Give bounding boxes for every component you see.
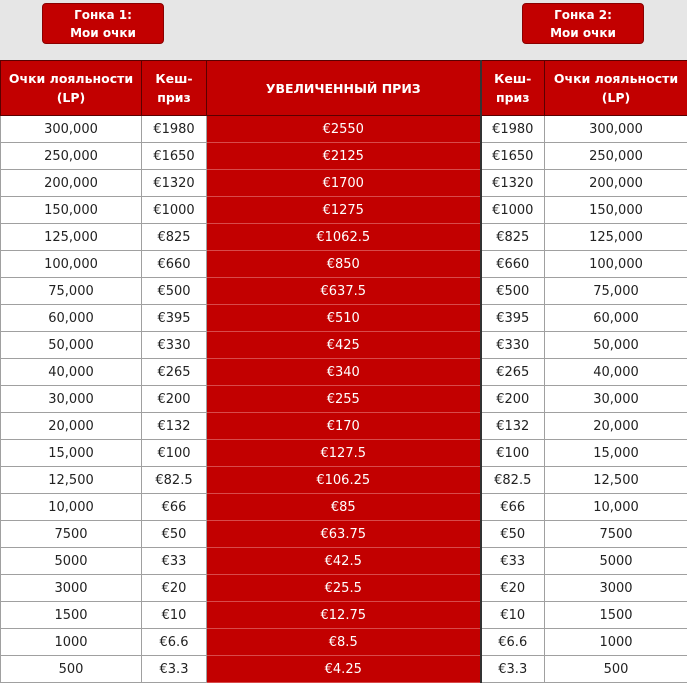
loyalty-points-right-cell: 150,000 <box>545 197 687 224</box>
loyalty-points-left-cell: 10,000 <box>1 494 142 521</box>
cash-prize-right-cell: €265 <box>481 359 545 386</box>
loyalty-points-left-cell: 30,000 <box>1 386 142 413</box>
table-row <box>1 548 687 575</box>
boosted-prize-cell: €1275 <box>207 197 481 224</box>
cash-prize-left-cell: €20 <box>142 575 207 602</box>
boosted-prize-cell: €425 <box>207 332 481 359</box>
loyalty-points-left-cell: 500 <box>1 656 142 683</box>
loyalty-points-left-cell: 12,500 <box>1 467 142 494</box>
table-row <box>1 575 687 602</box>
boosted-prize-cell: €340 <box>207 359 481 386</box>
cash-prize-left-cell: €200 <box>142 386 207 413</box>
cash-prize-right-cell: €6.6 <box>481 629 545 656</box>
race-2-button-line2: Мои очки <box>550 25 616 40</box>
race-1-button-line1: Гонка 1: <box>74 7 132 22</box>
cash-prize-right-cell: €825 <box>481 224 545 251</box>
loyalty-points-left-cell: 50,000 <box>1 332 142 359</box>
cash-prize-right-cell: €66 <box>481 494 545 521</box>
boosted-prize-cell: €637.5 <box>207 278 481 305</box>
cash-prize-left-cell: €1320 <box>142 170 207 197</box>
loyalty-points-right-cell: 125,000 <box>545 224 687 251</box>
cash-prize-right-cell: €50 <box>481 521 545 548</box>
cash-prize-left-cell: €265 <box>142 359 207 386</box>
loyalty-points-right-cell: 10,000 <box>545 494 687 521</box>
cash-prize-left-cell: €132 <box>142 413 207 440</box>
loyalty-points-left-cell: 1500 <box>1 602 142 629</box>
cash-prize-left-cell: €100 <box>142 440 207 467</box>
loyalty-points-right-cell: 3000 <box>545 575 687 602</box>
cash-prize-left-cell: €1000 <box>142 197 207 224</box>
table-row <box>1 413 687 440</box>
loyalty-points-left-cell: 7500 <box>1 521 142 548</box>
boosted-prize-cell: €2125 <box>207 143 481 170</box>
boosted-prize-cell: €85 <box>207 494 481 521</box>
loyalty-points-left-cell: 15,000 <box>1 440 142 467</box>
header-cash-prize-left: Кеш-приз <box>142 61 207 116</box>
loyalty-points-right-cell: 250,000 <box>545 143 687 170</box>
cash-prize-right-cell: €33 <box>481 548 545 575</box>
prize-table <box>0 60 687 683</box>
cash-prize-left-cell: €6.6 <box>142 629 207 656</box>
table-row <box>1 305 687 332</box>
cash-prize-right-cell: €100 <box>481 440 545 467</box>
loyalty-points-right-cell: 5000 <box>545 548 687 575</box>
loyalty-points-left-cell: 250,000 <box>1 143 142 170</box>
header-cash-prize-right: Кеш-приз <box>481 61 545 116</box>
table-row <box>1 467 687 494</box>
boosted-prize-cell: €4.25 <box>207 656 481 683</box>
loyalty-points-right-cell: 500 <box>545 656 687 683</box>
table-row <box>1 359 687 386</box>
boosted-prize-cell: €106.25 <box>207 467 481 494</box>
header-loyalty-points-left: Очки лояльности (LP) <box>1 61 142 116</box>
header-boosted-prize: УВЕЛИЧЕННЫЙ ПРИЗ <box>207 61 481 116</box>
loyalty-points-right-cell: 30,000 <box>545 386 687 413</box>
loyalty-points-right-cell: 7500 <box>545 521 687 548</box>
cash-prize-left-cell: €500 <box>142 278 207 305</box>
loyalty-points-left-cell: 75,000 <box>1 278 142 305</box>
cash-prize-right-cell: €3.3 <box>481 656 545 683</box>
race-2-button-line1: Гонка 2: <box>554 7 612 22</box>
loyalty-points-left-cell: 1000 <box>1 629 142 656</box>
boosted-prize-cell: €2550 <box>207 116 481 143</box>
race-1-my-points-button[interactable] <box>42 3 164 44</box>
loyalty-points-left-cell: 60,000 <box>1 305 142 332</box>
race-2-my-points-button[interactable] <box>522 3 644 44</box>
table-row <box>1 386 687 413</box>
boosted-prize-cell: €170 <box>207 413 481 440</box>
loyalty-points-right-cell: 12,500 <box>545 467 687 494</box>
table-row <box>1 278 687 305</box>
loyalty-points-right-cell: 20,000 <box>545 413 687 440</box>
top-bar <box>0 0 687 60</box>
boosted-prize-cell: €255 <box>207 386 481 413</box>
table-row <box>1 251 687 278</box>
boosted-prize-cell: €12.75 <box>207 602 481 629</box>
loyalty-points-right-cell: 40,000 <box>545 359 687 386</box>
loyalty-points-left-cell: 5000 <box>1 548 142 575</box>
cash-prize-right-cell: €1320 <box>481 170 545 197</box>
cash-prize-left-cell: €50 <box>142 521 207 548</box>
cash-prize-left-cell: €1980 <box>142 116 207 143</box>
table-row <box>1 629 687 656</box>
cash-prize-left-cell: €330 <box>142 332 207 359</box>
boosted-prize-cell: €1062.5 <box>207 224 481 251</box>
loyalty-points-right-cell: 15,000 <box>545 440 687 467</box>
loyalty-points-right-cell: 1500 <box>545 602 687 629</box>
loyalty-points-left-cell: 100,000 <box>1 251 142 278</box>
table-row <box>1 224 687 251</box>
loyalty-points-right-cell: 60,000 <box>545 305 687 332</box>
loyalty-points-left-cell: 300,000 <box>1 116 142 143</box>
cash-prize-right-cell: €1980 <box>481 116 545 143</box>
cash-prize-right-cell: €82.5 <box>481 467 545 494</box>
loyalty-points-right-cell: 1000 <box>545 629 687 656</box>
loyalty-points-right-cell: 300,000 <box>545 116 687 143</box>
loyalty-points-left-cell: 40,000 <box>1 359 142 386</box>
cash-prize-right-cell: €132 <box>481 413 545 440</box>
table-row <box>1 521 687 548</box>
race-1-button-line2: Мои очки <box>70 25 136 40</box>
table-row <box>1 116 687 143</box>
table-row <box>1 494 687 521</box>
table-row <box>1 170 687 197</box>
cash-prize-right-cell: €500 <box>481 278 545 305</box>
table-row <box>1 656 687 683</box>
loyalty-points-left-cell: 20,000 <box>1 413 142 440</box>
cash-prize-left-cell: €395 <box>142 305 207 332</box>
cash-prize-left-cell: €660 <box>142 251 207 278</box>
table-header-row <box>1 61 687 116</box>
cash-prize-left-cell: €3.3 <box>142 656 207 683</box>
loyalty-points-right-cell: 100,000 <box>545 251 687 278</box>
loyalty-points-right-cell: 200,000 <box>545 170 687 197</box>
table-row <box>1 440 687 467</box>
cash-prize-right-cell: €20 <box>481 575 545 602</box>
table-row <box>1 143 687 170</box>
loyalty-points-left-cell: 125,000 <box>1 224 142 251</box>
loyalty-points-left-cell: 150,000 <box>1 197 142 224</box>
loyalty-points-right-cell: 50,000 <box>545 332 687 359</box>
boosted-prize-cell: €850 <box>207 251 481 278</box>
cash-prize-right-cell: €1650 <box>481 143 545 170</box>
cash-prize-right-cell: €330 <box>481 332 545 359</box>
table-row <box>1 602 687 629</box>
cash-prize-right-cell: €10 <box>481 602 545 629</box>
boosted-prize-cell: €127.5 <box>207 440 481 467</box>
boosted-prize-cell: €63.75 <box>207 521 481 548</box>
cash-prize-left-cell: €825 <box>142 224 207 251</box>
cash-prize-right-cell: €660 <box>481 251 545 278</box>
loyalty-points-left-cell: 3000 <box>1 575 142 602</box>
boosted-prize-cell: €8.5 <box>207 629 481 656</box>
boosted-prize-cell: €1700 <box>207 170 481 197</box>
cash-prize-left-cell: €82.5 <box>142 467 207 494</box>
cash-prize-right-cell: €1000 <box>481 197 545 224</box>
boosted-prize-cell: €25.5 <box>207 575 481 602</box>
boosted-prize-cell: €42.5 <box>207 548 481 575</box>
cash-prize-right-cell: €200 <box>481 386 545 413</box>
cash-prize-right-cell: €395 <box>481 305 545 332</box>
cash-prize-left-cell: €1650 <box>142 143 207 170</box>
header-loyalty-points-right: Очки лояльности (LP) <box>545 61 687 116</box>
cash-prize-left-cell: €66 <box>142 494 207 521</box>
boosted-prize-cell: €510 <box>207 305 481 332</box>
cash-prize-left-cell: €10 <box>142 602 207 629</box>
loyalty-points-left-cell: 200,000 <box>1 170 142 197</box>
cash-prize-left-cell: €33 <box>142 548 207 575</box>
loyalty-points-right-cell: 75,000 <box>545 278 687 305</box>
table-row <box>1 332 687 359</box>
table-row <box>1 197 687 224</box>
